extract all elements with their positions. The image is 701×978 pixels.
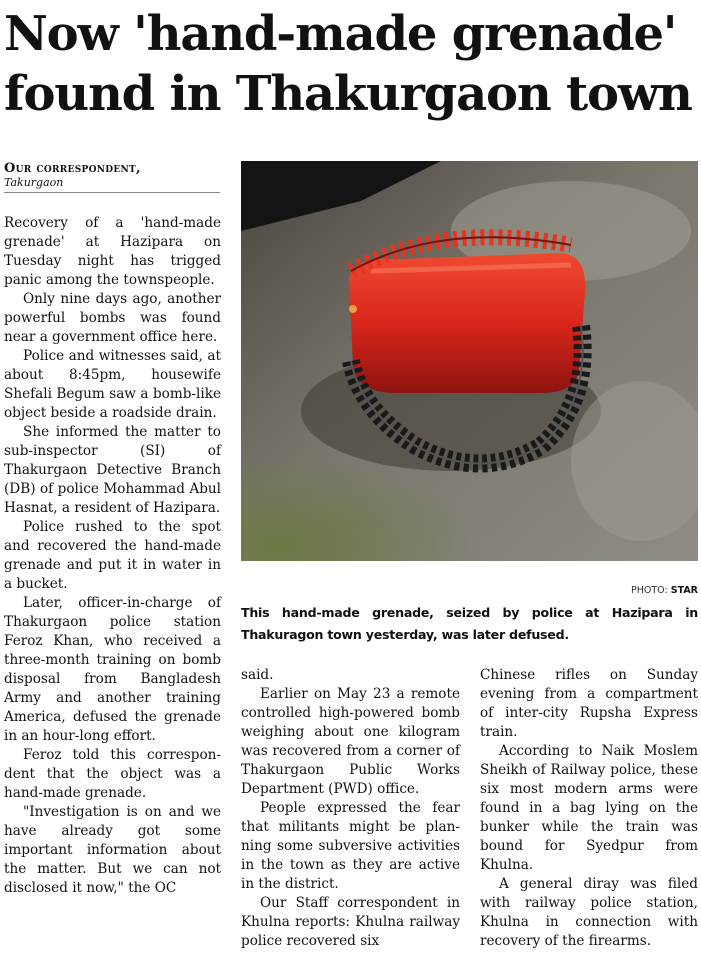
paragraph: Earlier on May 23 a remote controlled high-powered bomb weighing about one kilogram was recovered from a corner of Thakurgaon Public Works Department (PWD) office.	[241, 686, 460, 797]
paragraph: According to Naik Moslem Sheikh of Railway police, these six most modern arms were found in a bag lying on the bunker while the train was bound for Syedpur from Khulna.	[480, 743, 698, 873]
paragraph: Our Staff correspondent in Khulna reports: Khulna railway police recovered six	[241, 895, 460, 949]
grenade-body	[349, 253, 585, 393]
paragraph: Only nine days ago, another powerful bombs was found near a government office here.	[4, 291, 221, 345]
paragraph: Feroz told this correspondent that the object was a hand-made grenade.	[4, 747, 221, 801]
paragraph: Later, officer-in-charge of Thakurgaon police station Feroz Khan, who received a three-month training on bomb disposal from Bangladesh Army and another training America, defused the grenade in an hour-long effort.	[4, 595, 221, 744]
headline-line-2: found in Thakurgaon town	[4, 66, 692, 122]
paragraph: Police rushed to the spot and recovered the hand-made grenade and put it in water in a bucket.	[4, 519, 221, 592]
paragraph: said.	[241, 667, 274, 683]
byline-name: Our correspondent,	[4, 161, 141, 176]
photo-caption: This hand-made grenade, seized by police at Hazipara in Thakuragon town yesterday, was later defused.	[241, 605, 698, 642]
grenade-photo	[241, 161, 698, 561]
byline-divider	[4, 192, 220, 193]
headline-line-1: Now 'hand-made grenade'	[4, 6, 677, 62]
article-column-1	[4, 214, 221, 898]
article-column-3	[480, 666, 698, 951]
paragraph: "Investigation is on and we have already got some important information about the matter. But we can not disclosed it now," the OC	[4, 804, 221, 896]
byline	[4, 161, 220, 193]
paragraph: Chinese rifles on Sunday evening from a compartment of inter-city Rupsha Express train.	[480, 667, 698, 740]
photo-credit-source: STAR	[670, 585, 698, 596]
paragraph: A general diray was filed with railway police station, Khulna in connection with recovery of the firearms.	[480, 876, 698, 949]
paragraph: Police and witnesses said, at about 8:45pm, housewife Shefali Begum saw a bomb-like object beside a roadside drain.	[4, 348, 221, 421]
headline	[4, 4, 700, 124]
paragraph: Recovery of a 'hand-made grenade' at Hazipara on Tuesday night has trigged panic among the townspeople.	[4, 215, 221, 288]
photo-credit	[241, 585, 698, 596]
photo-credit-label: PHOTO:	[631, 585, 668, 596]
paragraph: People expressed the fear that militants might be planning some subversive activities in the town as they are active in the district.	[241, 800, 460, 892]
byline-place: Takurgaon	[4, 176, 64, 189]
paragraph: She informed the matter to sub-inspector (SI) of Thakurgaon Detective Branch (DB) of police Mohammad Abul Hasnat, a resident of Hazipara.	[4, 424, 221, 516]
article-column-2	[241, 666, 460, 951]
